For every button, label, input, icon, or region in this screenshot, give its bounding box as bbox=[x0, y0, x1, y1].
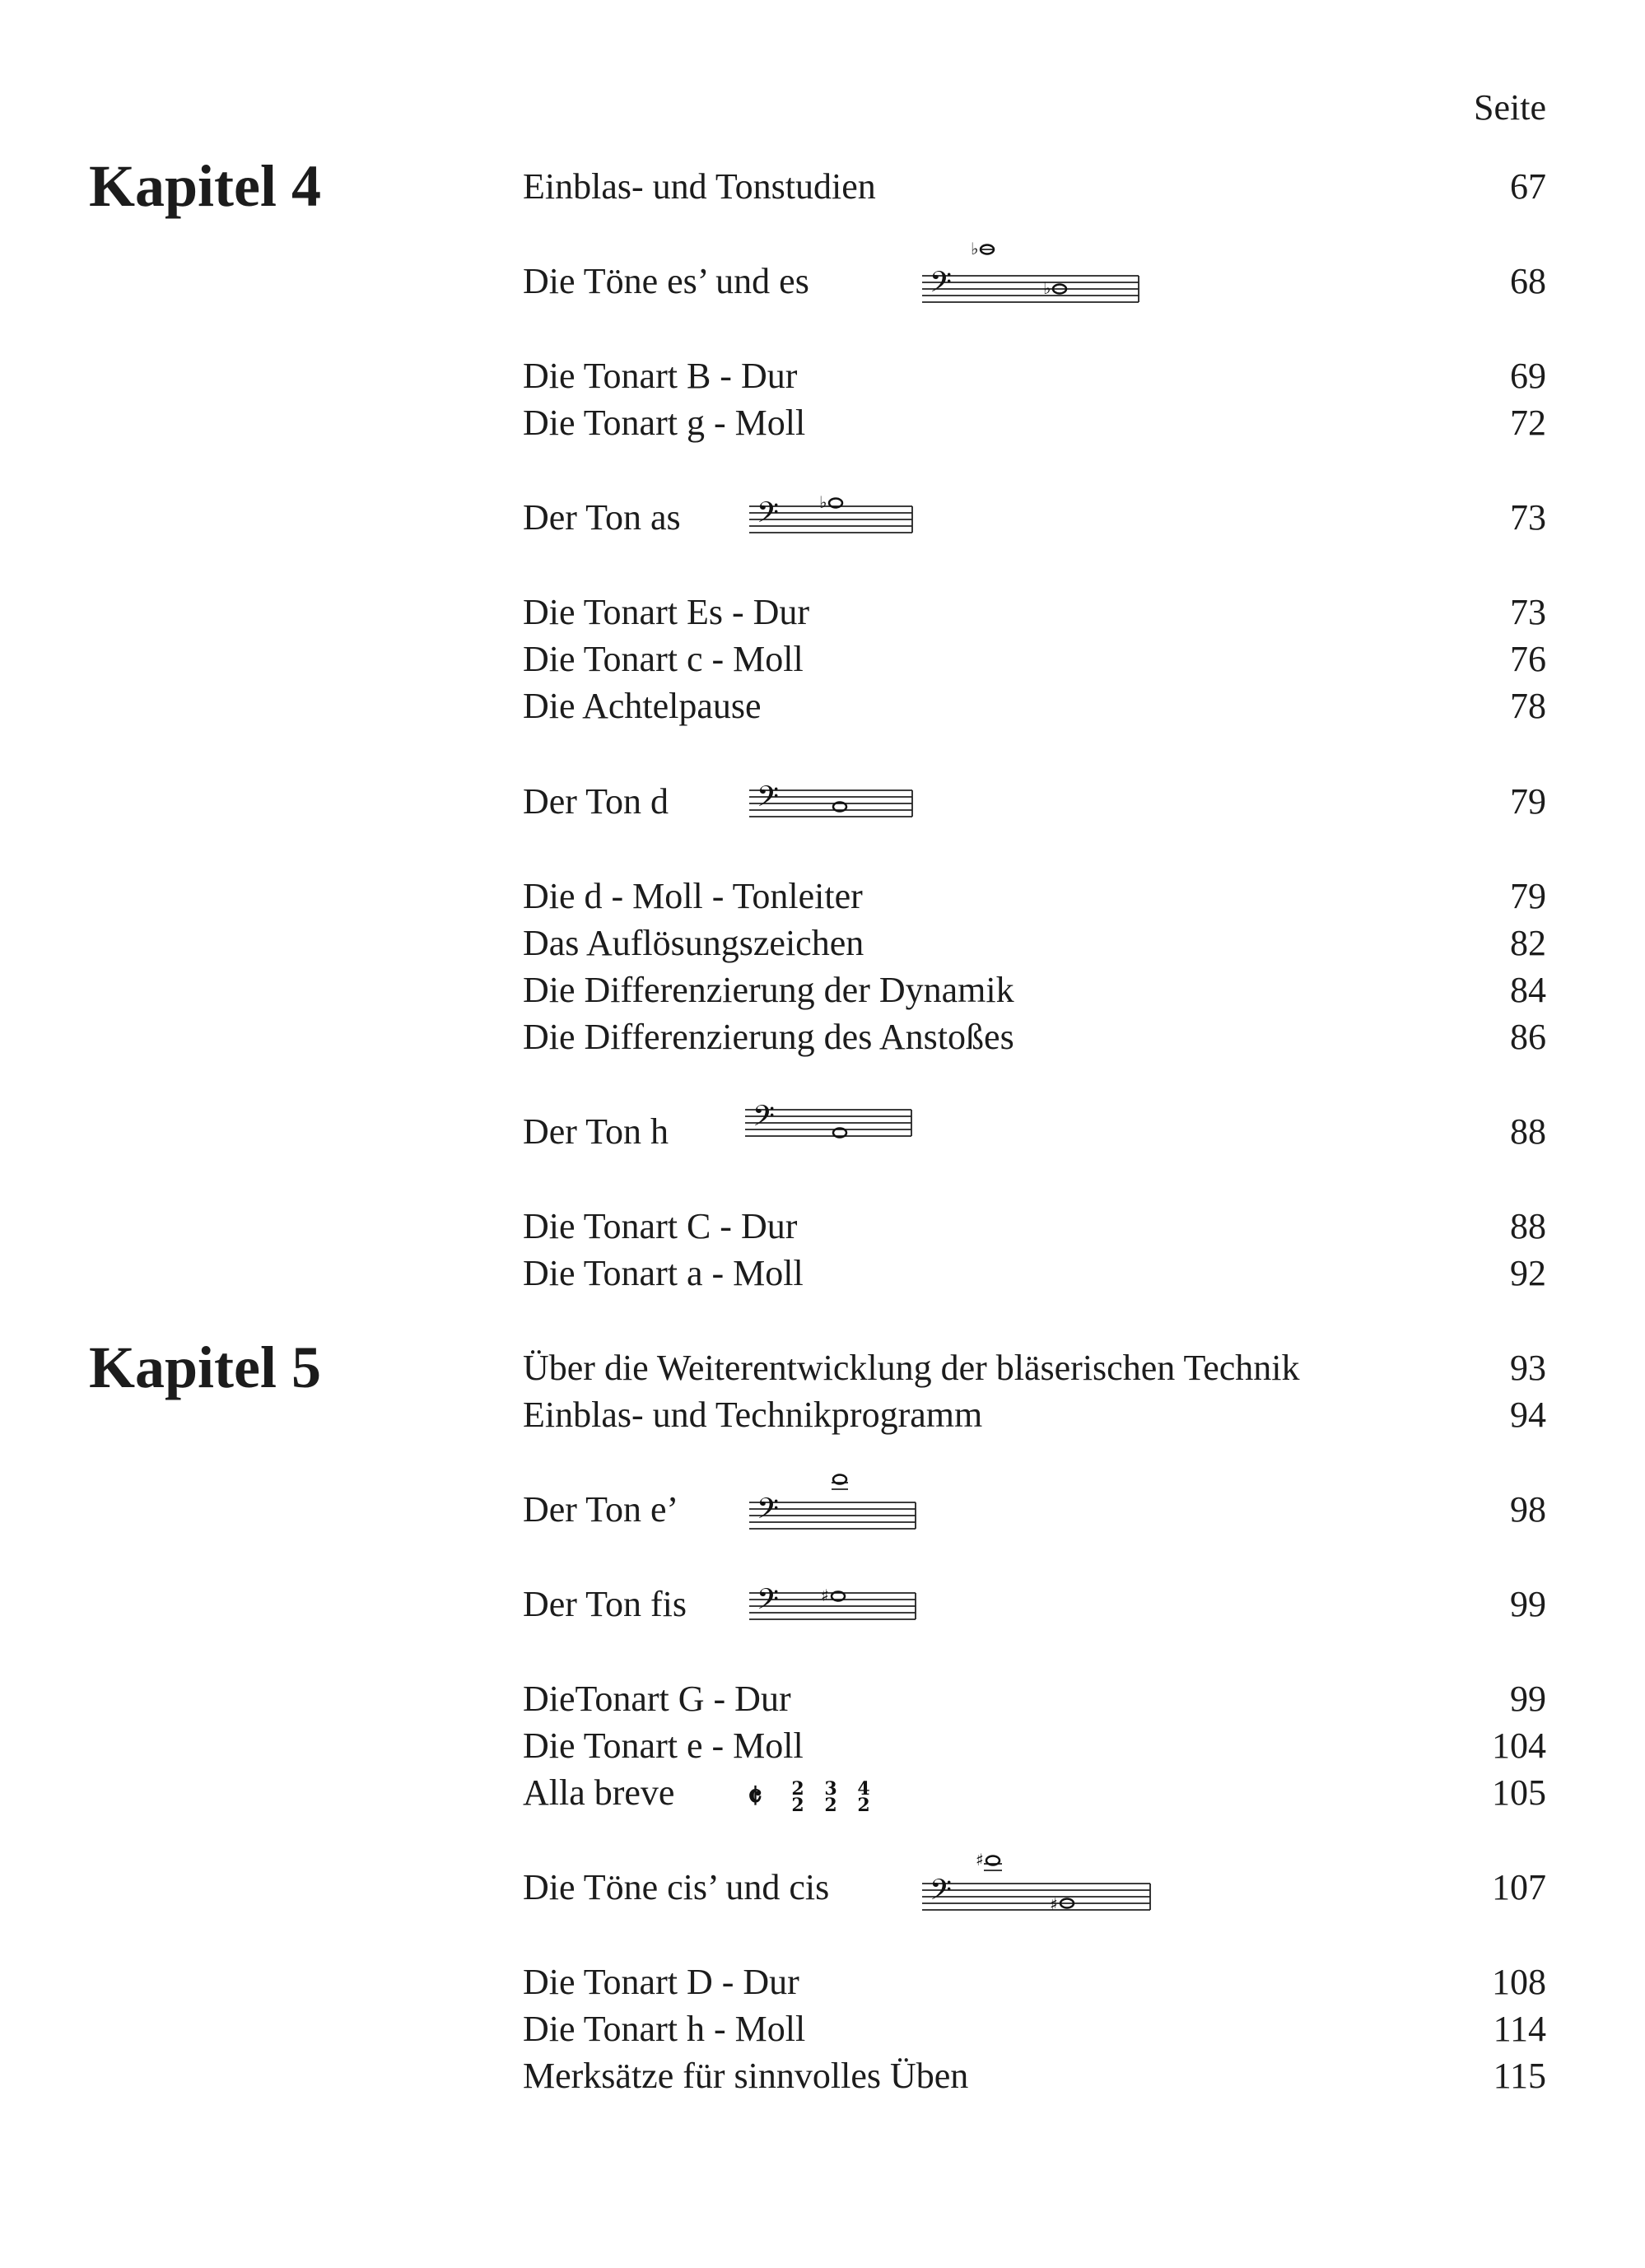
toc-entry-page: 78 bbox=[1510, 686, 1546, 726]
toc-entry[interactable] bbox=[523, 1960, 1546, 2008]
svg-text:𝄢: 𝄢 bbox=[757, 1582, 780, 1623]
toc-entry[interactable] bbox=[523, 1251, 1546, 1299]
timesig-denominator: 2 bbox=[857, 1795, 870, 1816]
toc-entry[interactable] bbox=[523, 921, 1546, 969]
toc-entry[interactable] bbox=[523, 1488, 1546, 1535]
toc-entry[interactable] bbox=[523, 401, 1546, 449]
toc-entry[interactable] bbox=[523, 1110, 1546, 1157]
chapter-heading-4: Kapitel 4 bbox=[89, 153, 321, 219]
svg-text:𝄢: 𝄢 bbox=[757, 780, 780, 820]
toc-entry[interactable] bbox=[523, 2054, 1546, 2102]
toc-entry-title: Einblas- und Tonstudien bbox=[523, 166, 876, 207]
toc-entry[interactable] bbox=[523, 1724, 1546, 1772]
toc-entry-page: 108 bbox=[1492, 1962, 1546, 2002]
toc-entry[interactable] bbox=[523, 590, 1546, 638]
toc-entry[interactable] bbox=[523, 165, 1546, 212]
toc-entry-page: 114 bbox=[1493, 2009, 1546, 2049]
toc-entry[interactable] bbox=[523, 2007, 1546, 2055]
toc-entry-page: 73 bbox=[1510, 497, 1546, 538]
toc-entry-title: Das Auflösungszeichen bbox=[523, 923, 864, 963]
toc-entry[interactable] bbox=[523, 637, 1546, 685]
toc-entry-title: Die Achtelpause bbox=[523, 686, 762, 726]
toc-entry[interactable] bbox=[523, 1393, 1546, 1441]
toc-entry-title: Die Töne cis’ und cis bbox=[523, 1867, 830, 1907]
toc-entry-page: 104 bbox=[1492, 1725, 1546, 1766]
toc-entry-title: Die Tonart h - Moll bbox=[523, 2009, 806, 2049]
toc-entry-title: Der Ton as bbox=[523, 497, 681, 538]
time-signatures-notation bbox=[748, 1777, 900, 1819]
toc-entry-page: 72 bbox=[1510, 403, 1546, 443]
bass-clef-staff-h-notation bbox=[741, 1093, 914, 1163]
bass-clef-staff-fis-notation bbox=[745, 1568, 918, 1638]
timesig-numerator: 3 bbox=[824, 1778, 837, 1800]
toc-entry[interactable] bbox=[523, 874, 1546, 922]
svg-text:𝄢: 𝄢 bbox=[930, 265, 953, 305]
timesig-numerator: 2 bbox=[791, 1778, 804, 1800]
svg-text:♭: ♭ bbox=[819, 492, 827, 512]
toc-entry-title: Der Ton e’ bbox=[523, 1489, 679, 1530]
svg-text:𝄵: 𝄵 bbox=[748, 1777, 762, 1816]
bass-clef-staff-cis-notation bbox=[918, 1842, 1153, 1921]
toc-entry-title: Der Ton d bbox=[523, 781, 669, 822]
toc-entry-title: Die Differenzierung der Dynamik bbox=[523, 970, 1014, 1010]
toc-entry-page: 69 bbox=[1510, 356, 1546, 396]
toc-entry-title: Die d - Moll - Tonleiter bbox=[523, 876, 863, 916]
toc-entry-title: Die Tonart B - Dur bbox=[523, 356, 798, 396]
toc-entry-page: 79 bbox=[1510, 876, 1546, 916]
bass-clef-staff-d-notation bbox=[745, 766, 914, 836]
toc-entry-title: Die Tonart Es - Dur bbox=[523, 592, 810, 632]
toc-entry-page: 79 bbox=[1510, 781, 1546, 822]
bass-clef-staff-e-notation bbox=[745, 1461, 918, 1544]
toc-entry-page: 86 bbox=[1510, 1017, 1546, 1057]
toc-entry-title: Die Tonart D - Dur bbox=[523, 1962, 799, 2002]
svg-text:♯: ♯ bbox=[821, 1586, 829, 1605]
toc-entry-page: 98 bbox=[1510, 1489, 1546, 1530]
toc-entry-page: 73 bbox=[1510, 592, 1546, 632]
toc-entry[interactable] bbox=[523, 1582, 1546, 1630]
toc-entry-title: Die Tonart g - Moll bbox=[523, 403, 806, 443]
toc-entry[interactable] bbox=[523, 780, 1546, 827]
toc-entry[interactable] bbox=[523, 1677, 1546, 1725]
toc-entry-title: Alla breve bbox=[523, 1772, 675, 1813]
toc-entry-page: 68 bbox=[1510, 261, 1546, 301]
svg-text:♭: ♭ bbox=[971, 239, 979, 258]
toc-entry[interactable] bbox=[523, 1346, 1546, 1394]
chapter-heading-5: Kapitel 5 bbox=[89, 1334, 321, 1400]
toc-entry-page: 82 bbox=[1510, 923, 1546, 963]
toc-entry-page: 93 bbox=[1510, 1348, 1546, 1388]
toc-entry-title: Die Tonart C - Dur bbox=[523, 1206, 798, 1246]
toc-entry-page: 67 bbox=[1510, 166, 1546, 207]
toc-entry-page: 88 bbox=[1510, 1111, 1546, 1152]
svg-text:♯: ♯ bbox=[976, 1850, 984, 1870]
svg-text:𝄢: 𝄢 bbox=[930, 1873, 953, 1913]
timesig-numerator: 4 bbox=[857, 1778, 870, 1800]
toc-entry-page: 84 bbox=[1510, 970, 1546, 1010]
toc-entry-title: Die Töne es’ und es bbox=[523, 261, 809, 301]
svg-text:𝄢: 𝄢 bbox=[753, 1099, 776, 1139]
toc-entry-page: 88 bbox=[1510, 1206, 1546, 1246]
toc-entry-page: 94 bbox=[1510, 1395, 1546, 1435]
toc-entry[interactable] bbox=[523, 684, 1546, 732]
svg-text:𝄢: 𝄢 bbox=[757, 1492, 780, 1532]
toc-entry[interactable] bbox=[523, 1015, 1546, 1063]
toc-entry-page: 107 bbox=[1492, 1867, 1546, 1907]
toc-entry-title: Die Tonart e - Moll bbox=[523, 1725, 804, 1766]
toc-entry-page: 92 bbox=[1510, 1253, 1546, 1293]
toc-entry[interactable] bbox=[523, 496, 1546, 543]
toc-entry[interactable] bbox=[523, 354, 1546, 402]
toc-entry-title: Einblas- und Technikprogramm bbox=[523, 1395, 983, 1435]
toc-entry-page: 115 bbox=[1493, 2056, 1546, 2096]
toc-entry-page: 99 bbox=[1510, 1679, 1546, 1719]
svg-text:♯: ♯ bbox=[1050, 1894, 1058, 1914]
toc-entry-page: 105 bbox=[1492, 1772, 1546, 1813]
toc-entry[interactable] bbox=[523, 1771, 1546, 1819]
timesig-denominator: 2 bbox=[824, 1795, 837, 1816]
svg-text:𝄢: 𝄢 bbox=[757, 496, 780, 536]
toc-entry-title: Merksätze für sinnvolles Üben bbox=[523, 2056, 969, 2096]
toc-entry[interactable] bbox=[523, 1204, 1546, 1252]
toc-entry-title: DieTonart G - Dur bbox=[523, 1679, 791, 1719]
toc-entry-title: Über die Weiterentwicklung der bläserischen Technik bbox=[523, 1348, 1300, 1388]
bass-clef-staff-es-notation bbox=[918, 235, 1140, 313]
bass-clef-staff-as-notation bbox=[745, 482, 914, 552]
page-column-header: Seite bbox=[1474, 87, 1546, 128]
toc-entry-page: 99 bbox=[1510, 1584, 1546, 1624]
svg-text:♭: ♭ bbox=[1043, 278, 1051, 298]
toc-entry[interactable] bbox=[523, 968, 1546, 1016]
toc-entry-page: 76 bbox=[1510, 639, 1546, 679]
toc-entry-title: Die Differenzierung des Anstoßes bbox=[523, 1017, 1014, 1057]
timesig-denominator: 2 bbox=[791, 1795, 804, 1816]
toc-entry-title: Die Tonart c - Moll bbox=[523, 639, 804, 679]
toc-entry-title: Der Ton h bbox=[523, 1111, 669, 1152]
toc-entry-title: Der Ton fis bbox=[523, 1584, 687, 1624]
toc-entry-title: Die Tonart a - Moll bbox=[523, 1253, 804, 1293]
